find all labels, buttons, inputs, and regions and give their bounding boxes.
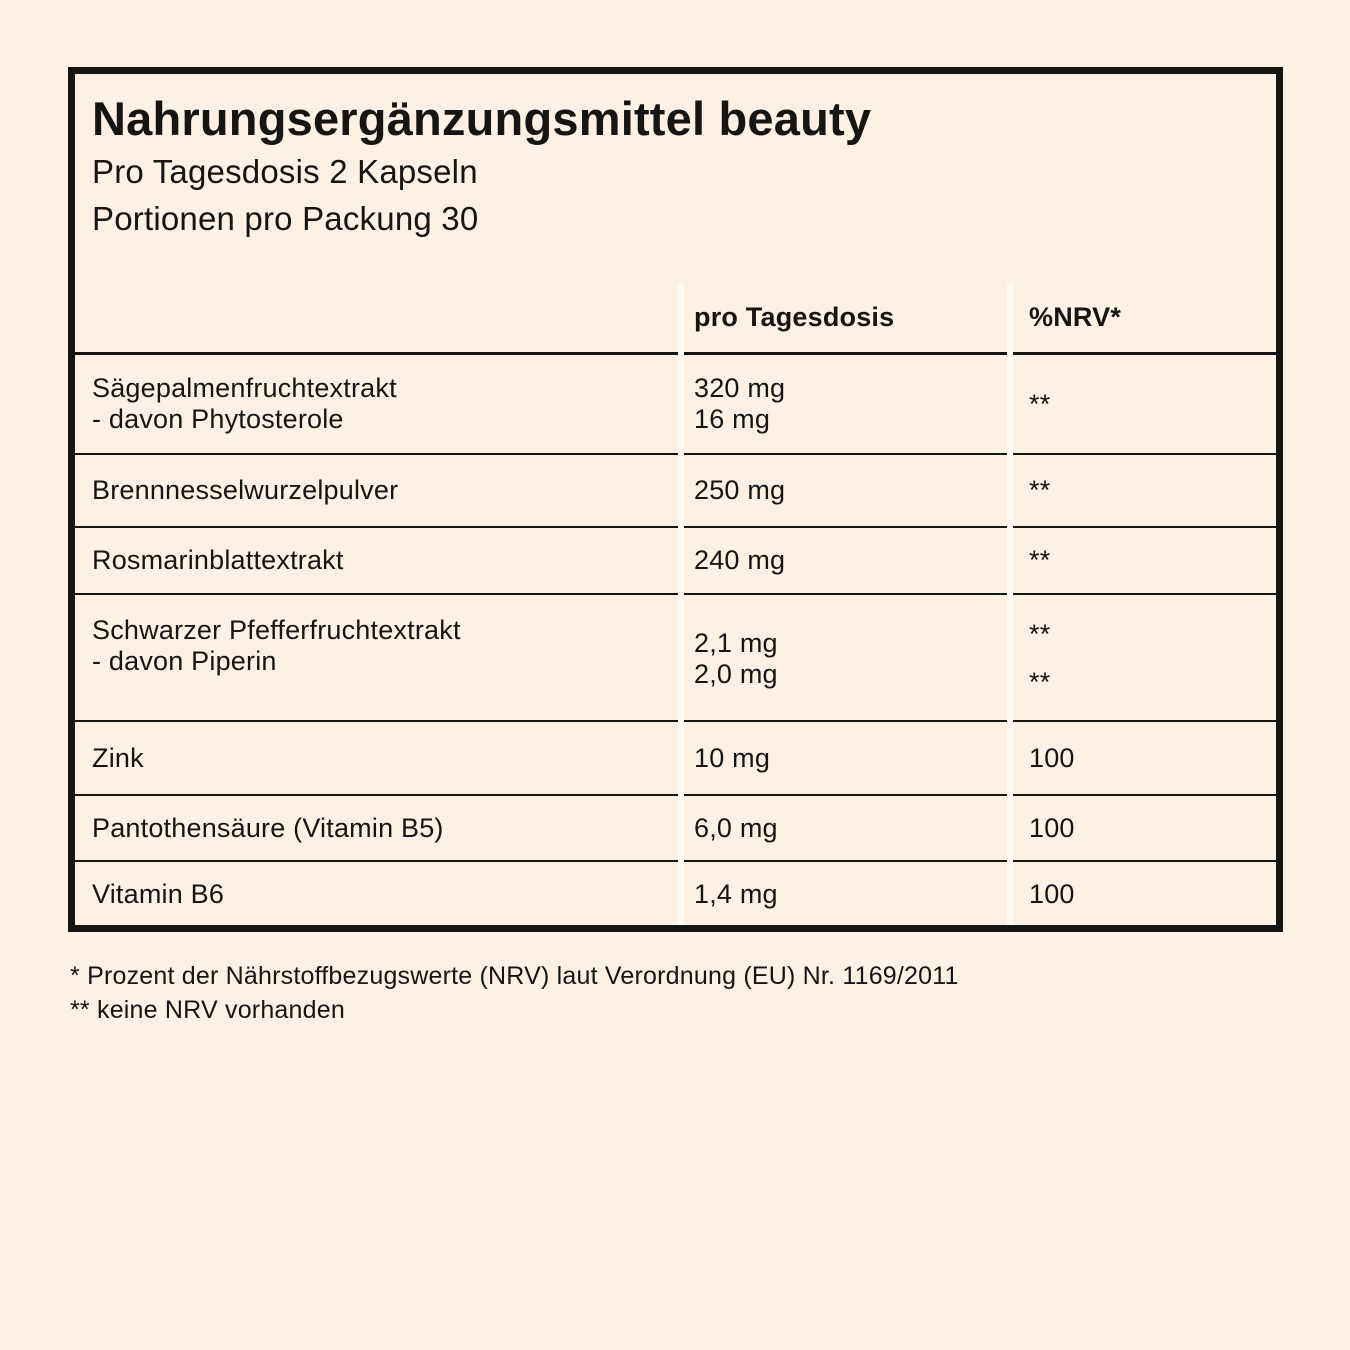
nrv-value: ** (1029, 475, 1051, 505)
nrv-cell (1010, 528, 1276, 593)
servings-line: Portionen pro Packung 30 (92, 200, 479, 237)
nutrient-name-cell (75, 528, 681, 593)
nrv-value: ** (1029, 545, 1051, 575)
nrv-cell (1010, 355, 1276, 453)
amount-cell (681, 528, 1010, 593)
table-row (75, 593, 1276, 720)
nutrient-table (75, 283, 1276, 927)
dose-line: Pro Tagesdosis 2 Kapseln (92, 153, 478, 190)
footnote-no-nrv: ** keine NRV vorhanden (70, 996, 345, 1024)
nrv-value: 100 (1029, 879, 1075, 909)
nutrient-name: Rosmarinblattextrakt (92, 545, 344, 575)
amount-value: 1,4 mg (694, 879, 778, 909)
table-row (75, 526, 1276, 593)
table-row (75, 860, 1276, 927)
amount-value: 250 mg (694, 475, 786, 505)
nutrient-name-cell (75, 595, 681, 720)
nutrient-name-cell (75, 355, 681, 453)
table-row (75, 453, 1276, 526)
amount-value-sub: 2,0 mg (694, 659, 778, 689)
amount-value-sub: 16 mg (694, 404, 771, 434)
footnotes (70, 961, 959, 1026)
column-divider-line (678, 283, 684, 925)
nutrient-name: Schwarzer Pfefferfruchtextrakt (92, 615, 461, 645)
nutrient-name: Sägepalmenfruchtextrakt (92, 373, 397, 403)
amount-cell (681, 722, 1010, 794)
amount-cell (681, 455, 1010, 526)
nrv-value: 100 (1029, 812, 1075, 843)
nutrient-name: Pantothensäure (Vitamin B5) (92, 812, 444, 843)
table-row (75, 794, 1276, 860)
table-row (75, 720, 1276, 794)
amount-value: 6,0 mg (694, 812, 778, 843)
header-amount-column: pro Tagesdosis (694, 302, 895, 332)
header-nrv-column: %NRV* (1029, 302, 1122, 332)
panel-header (75, 74, 1276, 283)
panel-title: Nahrungsergänzungsmittel beauty (92, 92, 872, 145)
header-nutrient-column (75, 283, 681, 352)
nutrient-name: Zink (92, 742, 144, 773)
nutrient-name: Vitamin B6 (92, 879, 225, 909)
nrv-cell (1010, 796, 1276, 860)
amount-cell (681, 862, 1010, 927)
table-header-row (75, 283, 1276, 352)
nrv-value: 100 (1029, 742, 1075, 773)
nrv-value: ** (1029, 388, 1051, 419)
table-row (75, 352, 1276, 453)
nrv-value-sub: ** (1029, 667, 1051, 697)
amount-value: 2,1 mg (694, 628, 778, 658)
nutrient-name-cell (75, 722, 681, 794)
amount-cell (681, 355, 1010, 453)
nutrient-name-sub: - davon Phytosterole (92, 404, 344, 434)
nrv-cell (1010, 455, 1276, 526)
amount-value: 320 mg (694, 373, 786, 403)
footnote-nrv-definition: * Prozent der Nährstoffbezugswerte (NRV) laut Verordnung (EU) Nr. 1169/2011 (70, 962, 959, 990)
nutrient-name-cell (75, 796, 681, 860)
nrv-cell (1010, 595, 1276, 720)
nutrient-name: Brennnesselwurzelpulver (92, 475, 399, 505)
amount-value: 10 mg (694, 742, 771, 773)
nrv-cell (1010, 862, 1276, 927)
nutrient-name-cell (75, 455, 681, 526)
column-divider-line (1007, 283, 1013, 925)
nrv-value: ** (1029, 619, 1051, 649)
nutrient-name-cell (75, 862, 681, 927)
amount-value: 240 mg (694, 545, 786, 575)
nutrient-name-sub: - davon Piperin (92, 646, 277, 676)
nrv-cell (1010, 722, 1276, 794)
amount-cell (681, 796, 1010, 860)
amount-cell (681, 595, 1010, 720)
supplement-facts-panel (68, 67, 1283, 932)
